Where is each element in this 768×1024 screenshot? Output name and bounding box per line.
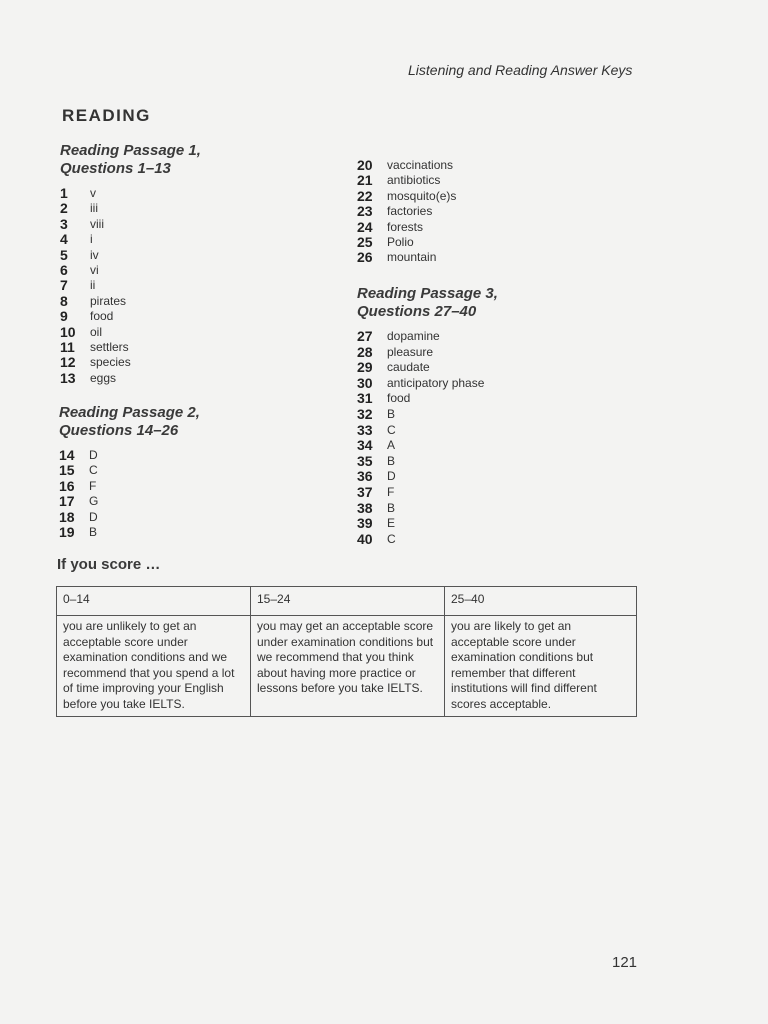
passage-1-title — [60, 142, 201, 178]
answer-value: A — [387, 438, 396, 453]
question-number: 2 — [60, 200, 68, 217]
answer-value: D — [89, 509, 98, 524]
question-number: 25 — [357, 233, 373, 250]
answer-row — [357, 485, 498, 501]
passage-1-answers — [60, 186, 201, 386]
answer-row — [357, 516, 498, 532]
question-number: 34 — [357, 437, 373, 454]
score-range-low: 0–14 — [57, 587, 251, 616]
answer-value: dopamine — [387, 329, 440, 343]
answer-row — [357, 391, 498, 407]
answer-value: v — [90, 186, 96, 200]
reading-passage-2-continued — [357, 158, 456, 266]
answer-row — [357, 501, 498, 517]
score-table-description-row — [57, 616, 637, 717]
answer-value: B — [387, 453, 396, 468]
question-number: 39 — [357, 515, 373, 532]
answer-row — [60, 263, 201, 278]
question-number: 11 — [60, 338, 75, 355]
answer-row — [357, 532, 498, 548]
answer-row — [357, 189, 456, 204]
answer-row — [357, 376, 498, 392]
answer-row — [357, 469, 498, 485]
reading-passage-2 — [59, 404, 200, 540]
page-number: 121 — [612, 954, 638, 971]
question-number: 20 — [357, 157, 373, 173]
answer-row — [357, 345, 498, 361]
question-number: 18 — [59, 508, 75, 525]
passage-2-title-line1: Reading Passage 2, — [59, 404, 200, 421]
answer-value: F — [89, 478, 97, 493]
passage-3-answers — [357, 329, 498, 547]
answer-value: B — [387, 500, 396, 515]
section-title: READING — [62, 106, 151, 125]
passage-2-answers-right — [357, 158, 456, 266]
answer-row — [60, 325, 201, 340]
passage-1-title-line2: Questions 1–13 — [60, 160, 171, 177]
answer-row — [357, 438, 498, 454]
answer-row — [59, 479, 200, 494]
question-number: 16 — [59, 477, 75, 494]
answer-row — [357, 360, 498, 376]
answer-value: C — [387, 531, 396, 546]
passage-2-title-line2: Questions 14–26 — [59, 422, 179, 439]
answer-value: pleasure — [387, 344, 434, 359]
answer-row — [357, 204, 456, 219]
answer-row — [357, 220, 456, 235]
question-number: 21 — [357, 172, 373, 189]
answer-row — [60, 340, 201, 355]
answer-value: food — [387, 391, 411, 406]
answer-value: eggs — [90, 370, 117, 385]
question-number: 8 — [60, 292, 68, 309]
question-number: 40 — [357, 530, 373, 547]
score-range-high: 25–40 — [445, 587, 637, 616]
question-number: 38 — [357, 499, 373, 516]
passage-1-title-line1: Reading Passage 1, — [60, 142, 201, 159]
answer-row — [59, 510, 200, 525]
answer-row — [60, 371, 201, 386]
answer-row — [60, 217, 201, 232]
question-number: 13 — [60, 369, 76, 386]
score-description-mid: you may get an acceptable score under examination conditions but we recommend that you think about having more practice or lessons before you take IELTS. — [251, 616, 445, 717]
answer-value: B — [89, 524, 98, 539]
answer-value: G — [89, 494, 99, 509]
answer-value: vaccinations — [387, 158, 454, 172]
answer-row — [60, 278, 201, 293]
answer-row — [357, 250, 456, 265]
answer-value: D — [387, 469, 396, 484]
reading-passage-3 — [357, 285, 498, 547]
score-description-high: you are likely to get an acceptable score under examination conditions but remember that different institutions will find different scores acceptable. — [445, 616, 637, 717]
answer-value: anticipatory phase — [387, 375, 485, 390]
answer-value: species — [90, 355, 131, 370]
score-table — [56, 586, 637, 717]
answer-value: iv — [90, 247, 99, 262]
answer-row — [357, 423, 498, 439]
question-number: 29 — [357, 359, 373, 376]
question-number: 28 — [357, 343, 373, 360]
answer-row — [59, 463, 200, 478]
question-number: 37 — [357, 483, 373, 500]
answer-value: i — [90, 232, 93, 247]
answer-value: Polio — [387, 234, 414, 249]
passage-3-title-line1: Reading Passage 3, — [357, 285, 498, 302]
reading-passage-1 — [60, 142, 201, 386]
question-number: 3 — [60, 215, 68, 232]
answer-row — [59, 525, 200, 540]
running-head: Listening and Reading Answer Keys — [408, 62, 633, 78]
question-number: 6 — [60, 261, 68, 278]
answer-value: vi — [90, 262, 99, 277]
answer-value: caudate — [387, 360, 430, 375]
answer-row — [357, 173, 456, 188]
answer-value: D — [89, 448, 98, 462]
question-number: 23 — [357, 203, 373, 220]
question-number: 9 — [60, 308, 68, 325]
score-range-mid: 15–24 — [251, 587, 445, 616]
question-number: 5 — [60, 246, 68, 263]
answer-row — [357, 407, 498, 423]
score-title: If you score … — [57, 556, 161, 573]
score-table-header-row — [57, 587, 637, 616]
answer-value: oil — [90, 324, 103, 339]
answer-value: factories — [387, 204, 433, 219]
answer-row — [357, 454, 498, 470]
answer-row — [60, 309, 201, 324]
question-number: 36 — [357, 468, 373, 485]
answer-value: ii — [90, 278, 96, 293]
question-number: 14 — [59, 447, 75, 463]
question-number: 17 — [59, 493, 75, 510]
answer-row — [357, 158, 456, 173]
answer-value: viii — [90, 216, 104, 231]
answer-row — [59, 494, 200, 509]
question-number: 19 — [59, 523, 75, 540]
question-number: 32 — [357, 405, 373, 422]
answer-value: settlers — [90, 339, 129, 354]
answer-value: antibiotics — [387, 173, 441, 188]
question-number: 7 — [60, 277, 68, 294]
question-number: 26 — [357, 249, 373, 266]
question-number: 15 — [59, 462, 75, 479]
answer-row — [357, 235, 456, 250]
question-number: 10 — [60, 323, 76, 340]
answer-row — [60, 248, 201, 263]
question-number: 12 — [60, 354, 76, 371]
answer-value: E — [387, 516, 396, 531]
answer-row — [60, 294, 201, 309]
answer-value: mountain — [387, 250, 437, 265]
score-description-low: you are unlikely to get an acceptable score under examination conditions and we recommend that you spend a lot of time improving your English before you take IELTS. — [57, 616, 251, 717]
answer-row — [357, 329, 498, 345]
answer-row — [60, 355, 201, 370]
passage-3-title-line2: Questions 27–40 — [357, 303, 477, 320]
question-number: 27 — [357, 328, 373, 344]
answer-value: B — [387, 406, 396, 421]
answer-value: F — [387, 484, 395, 499]
answer-value: C — [387, 422, 396, 437]
question-number: 22 — [357, 187, 373, 204]
answer-value: food — [90, 309, 114, 324]
answer-row — [59, 448, 200, 463]
question-number: 30 — [357, 374, 373, 391]
question-number: 35 — [357, 452, 373, 469]
answer-value: iii — [90, 201, 98, 216]
answer-row — [60, 186, 201, 201]
question-number: 4 — [60, 231, 68, 248]
answer-row — [60, 201, 201, 216]
question-number: 1 — [60, 185, 68, 201]
answer-value: mosquito(e)s — [387, 188, 457, 203]
answer-value: pirates — [90, 293, 127, 308]
passage-2-title — [59, 404, 200, 440]
answer-row — [60, 232, 201, 247]
question-number: 33 — [357, 421, 373, 438]
question-number: 24 — [357, 218, 373, 235]
answer-value: C — [89, 463, 98, 478]
answer-value: forests — [387, 219, 424, 234]
question-number: 31 — [357, 390, 373, 407]
passage-3-title — [357, 285, 498, 321]
passage-2-answers-left — [59, 448, 200, 540]
